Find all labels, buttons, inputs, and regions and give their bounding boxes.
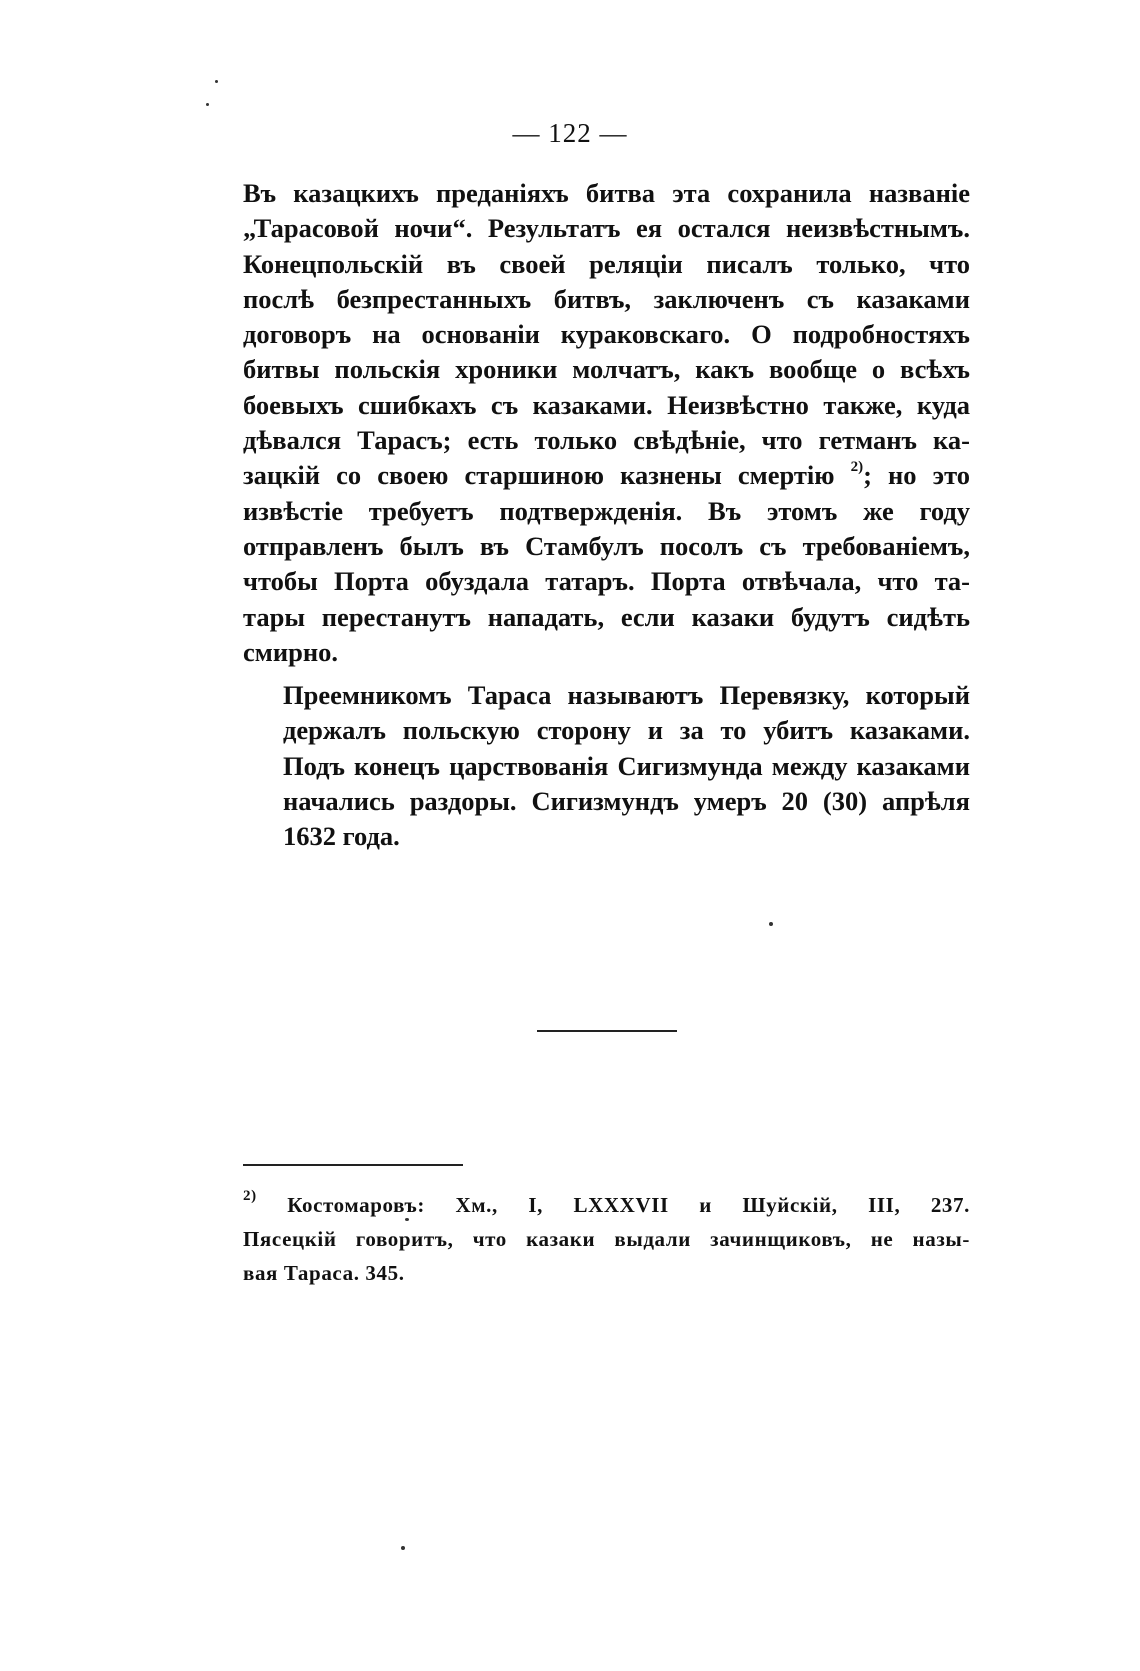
- footnote-line: [243, 1188, 970, 1222]
- text-line: дѣвался Тарасъ; есть только свѣдѣніе, что гетманъ ка-: [243, 425, 970, 456]
- text-line: битвы польскія хроники молчатъ, какъ вообще о всѣхъ: [243, 354, 970, 385]
- text-line: боевыхъ сшибкахъ съ казаками. Неизвѣстно также, куда: [243, 389, 970, 420]
- text-line: начались раздоры. Сигизмундъ умеръ 20 (30) апрѣля: [283, 786, 970, 817]
- print-speck: [206, 103, 209, 106]
- footnote: [243, 1188, 970, 1290]
- text-line: Преемникомъ Тараса называютъ Перевязку, который: [283, 680, 970, 711]
- text-line-with-footnote-ref: [243, 458, 970, 493]
- text-line: послѣ безпрестанныхъ битвъ, заключенъ съ казаками: [243, 283, 970, 314]
- footnote-line: вая Тараса. 345.: [243, 1261, 405, 1285]
- text-line: Конецпольскій въ своей реляціи писалъ только, что: [243, 248, 970, 279]
- text-segment: зацкій со своею старшиною казнены смертію: [243, 460, 835, 491]
- text-line: извѣстіе требуетъ подтвержденія. Въ этомъ же году: [243, 495, 970, 526]
- footnote-line: Пясецкій говоритъ, что казаки выдали зачинщиковъ, не назы-: [243, 1227, 970, 1251]
- text-line: „Тарасовой ночи“. Результатъ ея остался неизвѣстнымъ.: [243, 213, 970, 244]
- footnote-marker: 2): [243, 1188, 257, 1204]
- paragraph-1: [243, 176, 970, 670]
- print-speck: [401, 1546, 405, 1550]
- print-speck: [215, 80, 218, 83]
- text-line: 1632 года.: [283, 821, 400, 852]
- text-line: Въ казацкихъ преданіяхъ битва эта сохранила названіе: [243, 178, 970, 208]
- page-number: — 122 —: [512, 118, 628, 148]
- main-text: [243, 176, 970, 855]
- print-speck: [769, 922, 773, 926]
- text-line: тары перестанутъ нападать, если казаки будутъ сидѣть: [243, 601, 970, 632]
- text-line: держалъ польскую сторону и за то убитъ казаками.: [283, 715, 970, 746]
- footnote-reference: 2): [850, 458, 864, 475]
- text-segment: ; но это: [863, 460, 970, 491]
- text-line: отправленъ былъ въ Стамбулъ посолъ съ требованіемъ,: [243, 530, 970, 561]
- paragraph-2: [243, 678, 970, 854]
- text-line: Подъ конецъ царствованія Сигизмунда между казаками: [283, 750, 970, 781]
- text-line: договоръ на основаніи кураковскаго. О подробностяхъ: [243, 319, 970, 350]
- section-divider: [537, 1030, 677, 1032]
- text-line: чтобы Порта обуздала татаръ. Порта отвѣчала, что та-: [243, 566, 970, 597]
- text-segment: Костомаровъ: Хм., I, LXXXVII и Шуйскій, III, 237.: [256, 1193, 970, 1217]
- text-line: смирно.: [243, 636, 338, 667]
- print-speck: [405, 1218, 409, 1221]
- footnote-divider: [243, 1164, 463, 1166]
